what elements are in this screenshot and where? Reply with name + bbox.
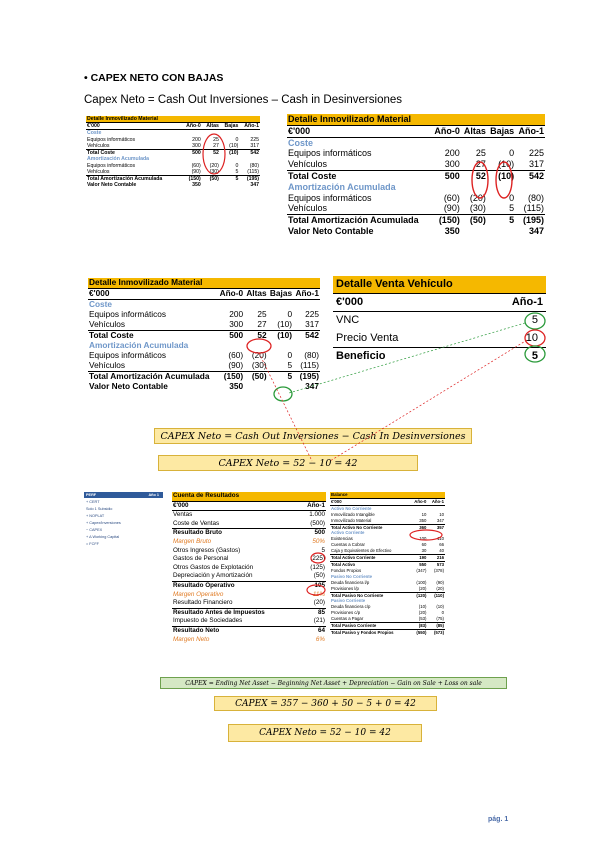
balance-value: (550) xyxy=(416,629,427,635)
total-value: 542 xyxy=(293,330,320,340)
resultados-label: Otros Ingresos (Gastos) xyxy=(173,546,241,554)
col-header: Altas xyxy=(461,125,487,137)
venta-label: Precio Venta xyxy=(336,331,399,344)
cell-value: 200 xyxy=(229,308,244,319)
cell-value: (90) xyxy=(443,203,460,214)
balance-label: Cuentas a Pagar xyxy=(331,616,364,622)
cell-value: 27 xyxy=(475,159,486,170)
total-value: (50) xyxy=(461,215,487,226)
resultados-label: Otros Gastos de Explotación xyxy=(173,563,254,571)
formula-box-capex-definition: CAPEX Neto = Cash Out Inversiones − Cash In Desinversiones xyxy=(154,428,472,444)
cell-value: 27 xyxy=(213,142,219,149)
resultados-label: Depreciación y Amortización xyxy=(173,572,253,580)
balance-value: (10) xyxy=(418,604,427,610)
total-value: 542 xyxy=(239,150,260,157)
balance-value: 60 xyxy=(421,542,427,548)
side-panel-item: + Δ Working Capital xyxy=(84,534,163,541)
total-label: Total Amortización Acumulada xyxy=(88,371,217,381)
resultados-value: 11% xyxy=(312,590,325,598)
cell-value: 25 xyxy=(475,148,486,159)
balance-value: (347) xyxy=(416,567,427,573)
venta-label: Beneficio xyxy=(336,349,386,362)
resultados-value: (125) xyxy=(310,563,325,571)
total-label: Total Coste xyxy=(86,150,181,157)
cell-value: 0 xyxy=(235,162,239,169)
balance-value: (85) xyxy=(436,623,444,629)
formula-box-capex-neto: CAPEX Neto = 52 − 10 = 42 xyxy=(228,724,422,742)
balance-value: 357 xyxy=(436,524,444,530)
balance-label: Existencias xyxy=(331,536,353,542)
cell-value: 0 xyxy=(287,308,293,319)
cell-value: 25 xyxy=(257,308,267,319)
balance-title: Balance xyxy=(330,492,445,498)
resultados-value: (225) xyxy=(310,555,325,563)
cell-value: 300 xyxy=(192,142,201,149)
cell-value: 300 xyxy=(444,159,460,170)
balance-value: 573 xyxy=(436,561,444,567)
venta-value: 5 xyxy=(531,349,538,362)
cell-value: 317 xyxy=(250,142,259,149)
resultados-label: Ventas xyxy=(173,511,193,519)
inmov-title: Detalle Inmovilizado Material xyxy=(88,278,320,288)
col-header: €'000 xyxy=(172,501,299,511)
row-label: Vehículos xyxy=(87,168,110,175)
balance-label: Total Pasivo y Fondos Propios xyxy=(331,629,394,635)
side-panel-item: + Capex/Inversiones xyxy=(84,520,163,527)
balance-value: 30 xyxy=(421,548,427,554)
circle-otros-ingresos xyxy=(311,553,325,563)
balance-value: 190 xyxy=(419,555,427,561)
cell-value: (80) xyxy=(527,192,544,203)
balance-value: 216 xyxy=(436,555,444,561)
section-heading: • CAPEX NETO CON BAJAS xyxy=(84,72,224,84)
balance-label: Total Activo No Corriente xyxy=(331,524,383,530)
balance-value: 350 xyxy=(419,517,427,523)
resultados-label: Coste de Ventas xyxy=(173,519,220,527)
venta-value: 10 xyxy=(525,331,538,344)
circle-altas-large xyxy=(472,162,488,198)
balance-value: 40 xyxy=(439,548,444,554)
col-header: Bajas xyxy=(220,123,240,130)
connector-vnc xyxy=(289,323,525,393)
col-header: Año-0 xyxy=(181,123,202,130)
balance-label: Total Pasivo Corriente xyxy=(331,623,377,629)
balance-value: 0 xyxy=(441,610,444,616)
balance-value: 66 xyxy=(439,542,444,548)
row-label: Vehículos xyxy=(89,318,125,329)
resultados-value: (50) xyxy=(313,572,325,580)
total-value: 500 xyxy=(217,330,244,340)
col-header: Año-1 xyxy=(427,498,445,505)
cell-value: (10) xyxy=(277,318,293,329)
cell-value: (30) xyxy=(251,359,267,370)
resultados-label: Resultado Neto xyxy=(173,626,220,634)
cell-value: 27 xyxy=(257,318,267,329)
resultados-value: (500) xyxy=(310,519,325,527)
row-label: Equipos informáticos xyxy=(89,308,167,319)
circle-beneficio xyxy=(525,346,545,362)
cell-value: (115) xyxy=(523,203,544,214)
cell-value: (60) xyxy=(191,162,201,169)
balance-label: Total Activo xyxy=(331,561,356,567)
balance-label: Deuda financiera l/p xyxy=(331,579,370,585)
resultados-label: Resultado Antes de Impuestos xyxy=(173,608,265,616)
col-header: €'000 xyxy=(88,288,217,299)
balance-label: Caja y Equivalentes de Efectivo xyxy=(331,548,392,554)
inmov-title: Detalle Inmovilizado Material xyxy=(287,114,545,125)
formula-box-capex-result: CAPEX Neto = 52 − 10 = 42 xyxy=(158,455,418,471)
resultados-value: 500 xyxy=(314,529,325,537)
cell-value: 225 xyxy=(250,136,259,143)
balance-value: 550 xyxy=(419,561,427,567)
total-value: 5 xyxy=(268,371,293,381)
cell-value: 317 xyxy=(528,159,544,170)
balance-value: (53) xyxy=(418,616,427,622)
total-label: Total Coste xyxy=(88,330,217,340)
cell-value: 25 xyxy=(213,136,219,143)
balance-value: (100) xyxy=(416,579,427,585)
total-value: (195) xyxy=(239,176,260,183)
balance-value: (20) xyxy=(418,585,427,591)
total-value: (150) xyxy=(217,371,244,381)
resultados-value: 105 xyxy=(314,581,325,589)
balance-label: Provisiones l/p xyxy=(331,585,359,591)
circle-total-activo-no-corriente xyxy=(410,530,442,540)
total-value: 500 xyxy=(431,170,461,181)
total-value: (10) xyxy=(220,150,240,157)
total-value: (10) xyxy=(268,330,293,340)
cell-value: 5 xyxy=(509,203,515,214)
cell-value: (80) xyxy=(304,349,319,360)
col-header: Altas xyxy=(202,123,220,130)
balance-label: Inmovilizado Material xyxy=(331,517,372,523)
balance-label: Deuda financiera c/p xyxy=(331,604,371,610)
side-panel-item: Solo 1 Subsidio xyxy=(84,506,163,513)
col-header: Año-1 xyxy=(299,501,326,511)
cell-value: (20) xyxy=(251,349,267,360)
cell-value: 5 xyxy=(235,168,239,175)
resultados-label: Resultado Bruto xyxy=(173,529,222,537)
cell-value: (90) xyxy=(191,168,201,175)
circle-precio-venta xyxy=(525,330,545,346)
col-header: Bajas xyxy=(487,125,515,137)
resultados-value: 50% xyxy=(312,537,325,545)
balance-value: (110) xyxy=(434,592,444,598)
cell-value: 200 xyxy=(444,148,460,159)
cell-value: 0 xyxy=(287,349,293,360)
total-value: (10) xyxy=(487,170,515,181)
section-label-coste: Coste xyxy=(89,298,113,309)
balance-value: 10 xyxy=(421,511,427,517)
vnc-label: Valor Neto Contable xyxy=(288,225,374,236)
resultados-label: Resultado Financiero xyxy=(173,599,233,607)
venta-value: 5 xyxy=(531,314,538,327)
total-value: 500 xyxy=(181,150,202,157)
balance-value: 347 xyxy=(436,517,444,523)
balance-value: 10 xyxy=(439,511,444,517)
total-value: (150) xyxy=(431,215,461,226)
section-label-amortizacion: Amortización Acumulada xyxy=(288,181,396,192)
balance-value: 110 xyxy=(437,536,444,542)
resultados-value: 64 xyxy=(317,626,325,634)
total-value: 52 xyxy=(461,170,487,181)
col-header: €'000 xyxy=(333,294,474,312)
cell-value: 300 xyxy=(229,318,244,329)
cell-value: 0 xyxy=(509,192,515,203)
page-number: pág. 1 xyxy=(488,816,509,823)
total-value: 52 xyxy=(202,150,220,157)
resultados-label: Margen Bruto xyxy=(173,537,212,545)
circle-depreciacion xyxy=(307,585,325,595)
cell-value: (10) xyxy=(498,159,515,170)
circle-altas-small xyxy=(203,134,225,174)
balance-label: Pasivo Corriente xyxy=(331,598,366,604)
side-panel-item: + CERT xyxy=(84,499,163,506)
balance-value: (20) xyxy=(436,585,444,591)
balance-value: (90) xyxy=(436,579,444,585)
cell-value: (115) xyxy=(300,359,319,370)
balance-value: (75) xyxy=(436,616,444,622)
balance-value: 100 xyxy=(419,536,427,542)
cell-value: 200 xyxy=(192,136,201,143)
cell-value: (30) xyxy=(209,168,219,175)
col-header: €'000 xyxy=(86,123,181,130)
balance-label: Inmovilizado Intangible xyxy=(331,511,375,517)
cell-value: 317 xyxy=(305,318,319,329)
row-label: Vehículos xyxy=(87,142,110,149)
cell-value: (10) xyxy=(229,142,239,149)
resultados-label: Impuesto de Sociedades xyxy=(173,617,243,625)
vnc-value: 350 xyxy=(444,225,460,236)
balance-label: Pasivo No Corriente xyxy=(331,573,373,579)
side-panel-item: Año 1 xyxy=(84,492,163,499)
formula-box-capex-balance-method: CAPEX = Ending Net Asset − Beginning Net Asset + Depreciation − Gain on Sale + Loss on sale xyxy=(160,677,507,689)
total-label: Total Coste xyxy=(287,170,431,181)
vnc-label: Valor Neto Contable xyxy=(87,182,137,189)
col-header: Año-0 xyxy=(217,288,244,299)
vnc-value: 347 xyxy=(305,380,319,391)
row-label: Equipos informáticos xyxy=(87,162,136,169)
venta-title: Detalle Venta Vehículo xyxy=(333,276,546,294)
balance-label: Total Pasivo No Corriente xyxy=(331,592,384,598)
cell-value: 0 xyxy=(235,136,239,143)
vnc-label: Valor Neto Contable xyxy=(89,380,168,391)
cell-value: 225 xyxy=(305,308,319,319)
section-label-coste: Coste xyxy=(87,130,102,137)
cell-value: (60) xyxy=(443,192,460,203)
balance-value: 360 xyxy=(419,524,427,530)
balance-value: (20) xyxy=(418,610,427,616)
balance-value: (378) xyxy=(433,567,444,573)
row-label: Vehículos xyxy=(288,159,328,170)
resultados-value: 6% xyxy=(315,635,325,643)
row-label: Equipos informáticos xyxy=(288,148,372,159)
cell-value: (20) xyxy=(469,192,486,203)
row-label: Vehículos xyxy=(288,203,328,214)
cell-value: (90) xyxy=(228,359,244,370)
row-label: Equipos informáticos xyxy=(89,349,167,360)
vnc-value: 347 xyxy=(250,182,259,189)
balance-label: Activo Corriente xyxy=(331,530,365,536)
capex-formula-text: Capex Neto = Cash Out Inversiones – Cash in Desinversiones xyxy=(84,94,403,106)
circle-bajas-large xyxy=(496,162,512,198)
total-value: (195) xyxy=(293,371,320,381)
cell-value: 0 xyxy=(509,148,515,159)
venta-label: VNC xyxy=(336,314,360,327)
resultados-value: (21) xyxy=(313,617,325,625)
row-label: Equipos informáticos xyxy=(87,136,136,143)
section-label-amortizacion: Amortización Acumulada xyxy=(87,156,150,163)
side-panel-item: + NOPLAT xyxy=(84,513,163,520)
total-value: 542 xyxy=(515,170,545,181)
balance-label: Fondos Propios xyxy=(331,567,362,573)
cell-value: (20) xyxy=(209,162,219,169)
vnc-value: 347 xyxy=(528,225,544,236)
resultados-value: 5 xyxy=(321,546,325,554)
section-label-coste: Coste xyxy=(288,137,314,148)
col-header: Altas xyxy=(244,288,268,299)
balance-value: (120) xyxy=(416,592,427,598)
cell-value: (115) xyxy=(247,168,259,175)
total-value: (50) xyxy=(244,371,268,381)
total-value: (150) xyxy=(181,176,202,183)
circle-vnc xyxy=(525,313,545,329)
resultados-title: Cuenta de Resultados xyxy=(172,492,326,501)
total-value: 52 xyxy=(244,330,268,340)
resultados-label: Gastos de Personal xyxy=(173,555,229,563)
side-panel-item: − CAPEX xyxy=(84,527,163,534)
row-label: Vehículos xyxy=(89,359,125,370)
col-header: Año-1 xyxy=(474,294,546,312)
balance-label: Provisiones c/p xyxy=(331,610,361,616)
total-label: Total Amortización Acumulada xyxy=(287,215,431,226)
row-label: Equipos informáticos xyxy=(288,192,372,203)
col-header: €'000 xyxy=(287,125,431,137)
side-panel-item: PERF xyxy=(84,492,163,499)
cell-value: (30) xyxy=(469,203,486,214)
cell-value: (80) xyxy=(249,162,259,169)
cell-value: 225 xyxy=(528,148,544,159)
balance-label: Cuentas a Cobrar xyxy=(331,542,365,548)
total-value: 5 xyxy=(220,176,240,183)
total-value: 5 xyxy=(487,215,515,226)
col-header: Año-1 xyxy=(293,288,320,299)
resultados-value: 85 xyxy=(317,608,325,616)
col-header: Año-1 xyxy=(239,123,260,130)
vnc-value: 350 xyxy=(192,182,201,189)
col-header: Año-0 xyxy=(431,125,461,137)
formula-box-capex-calculation: CAPEX = 357 − 360 + 50 − 5 + 0 = 42 xyxy=(214,696,437,711)
section-label-amortizacion: Amortización Acumulada xyxy=(89,339,189,350)
balance-value: (573) xyxy=(433,629,444,635)
total-label: Total Amortización Acumulada xyxy=(86,176,181,183)
cell-value: 5 xyxy=(287,359,293,370)
resultados-value: 1.000 xyxy=(309,511,325,519)
total-value: (195) xyxy=(515,215,545,226)
inmov-title: Detalle Inmovilizado Material xyxy=(86,116,260,123)
side-panel-item: = FCFF xyxy=(84,541,163,548)
balance-value: (83) xyxy=(418,623,427,629)
resultados-value: (20) xyxy=(313,599,325,607)
resultados-label: Resultado Operativo xyxy=(173,581,235,589)
balance-label: Total Activo Corriente xyxy=(331,555,376,561)
cell-value: (60) xyxy=(228,349,244,360)
vnc-value: 350 xyxy=(229,380,244,391)
connector-precio-venta xyxy=(330,340,527,461)
col-header: €'000 xyxy=(330,498,410,505)
col-header: Año-0 xyxy=(410,498,428,505)
resultados-label: Margen Operativo xyxy=(173,590,224,598)
balance-label: Activo No Corriente xyxy=(331,505,372,511)
total-value: (50) xyxy=(202,176,220,183)
col-header: Bajas xyxy=(268,288,293,299)
col-header: Año-1 xyxy=(515,125,545,137)
resultados-label: Margen Neto xyxy=(173,635,210,643)
circle-total-altas-middle xyxy=(247,339,271,353)
balance-value: (10) xyxy=(436,604,444,610)
